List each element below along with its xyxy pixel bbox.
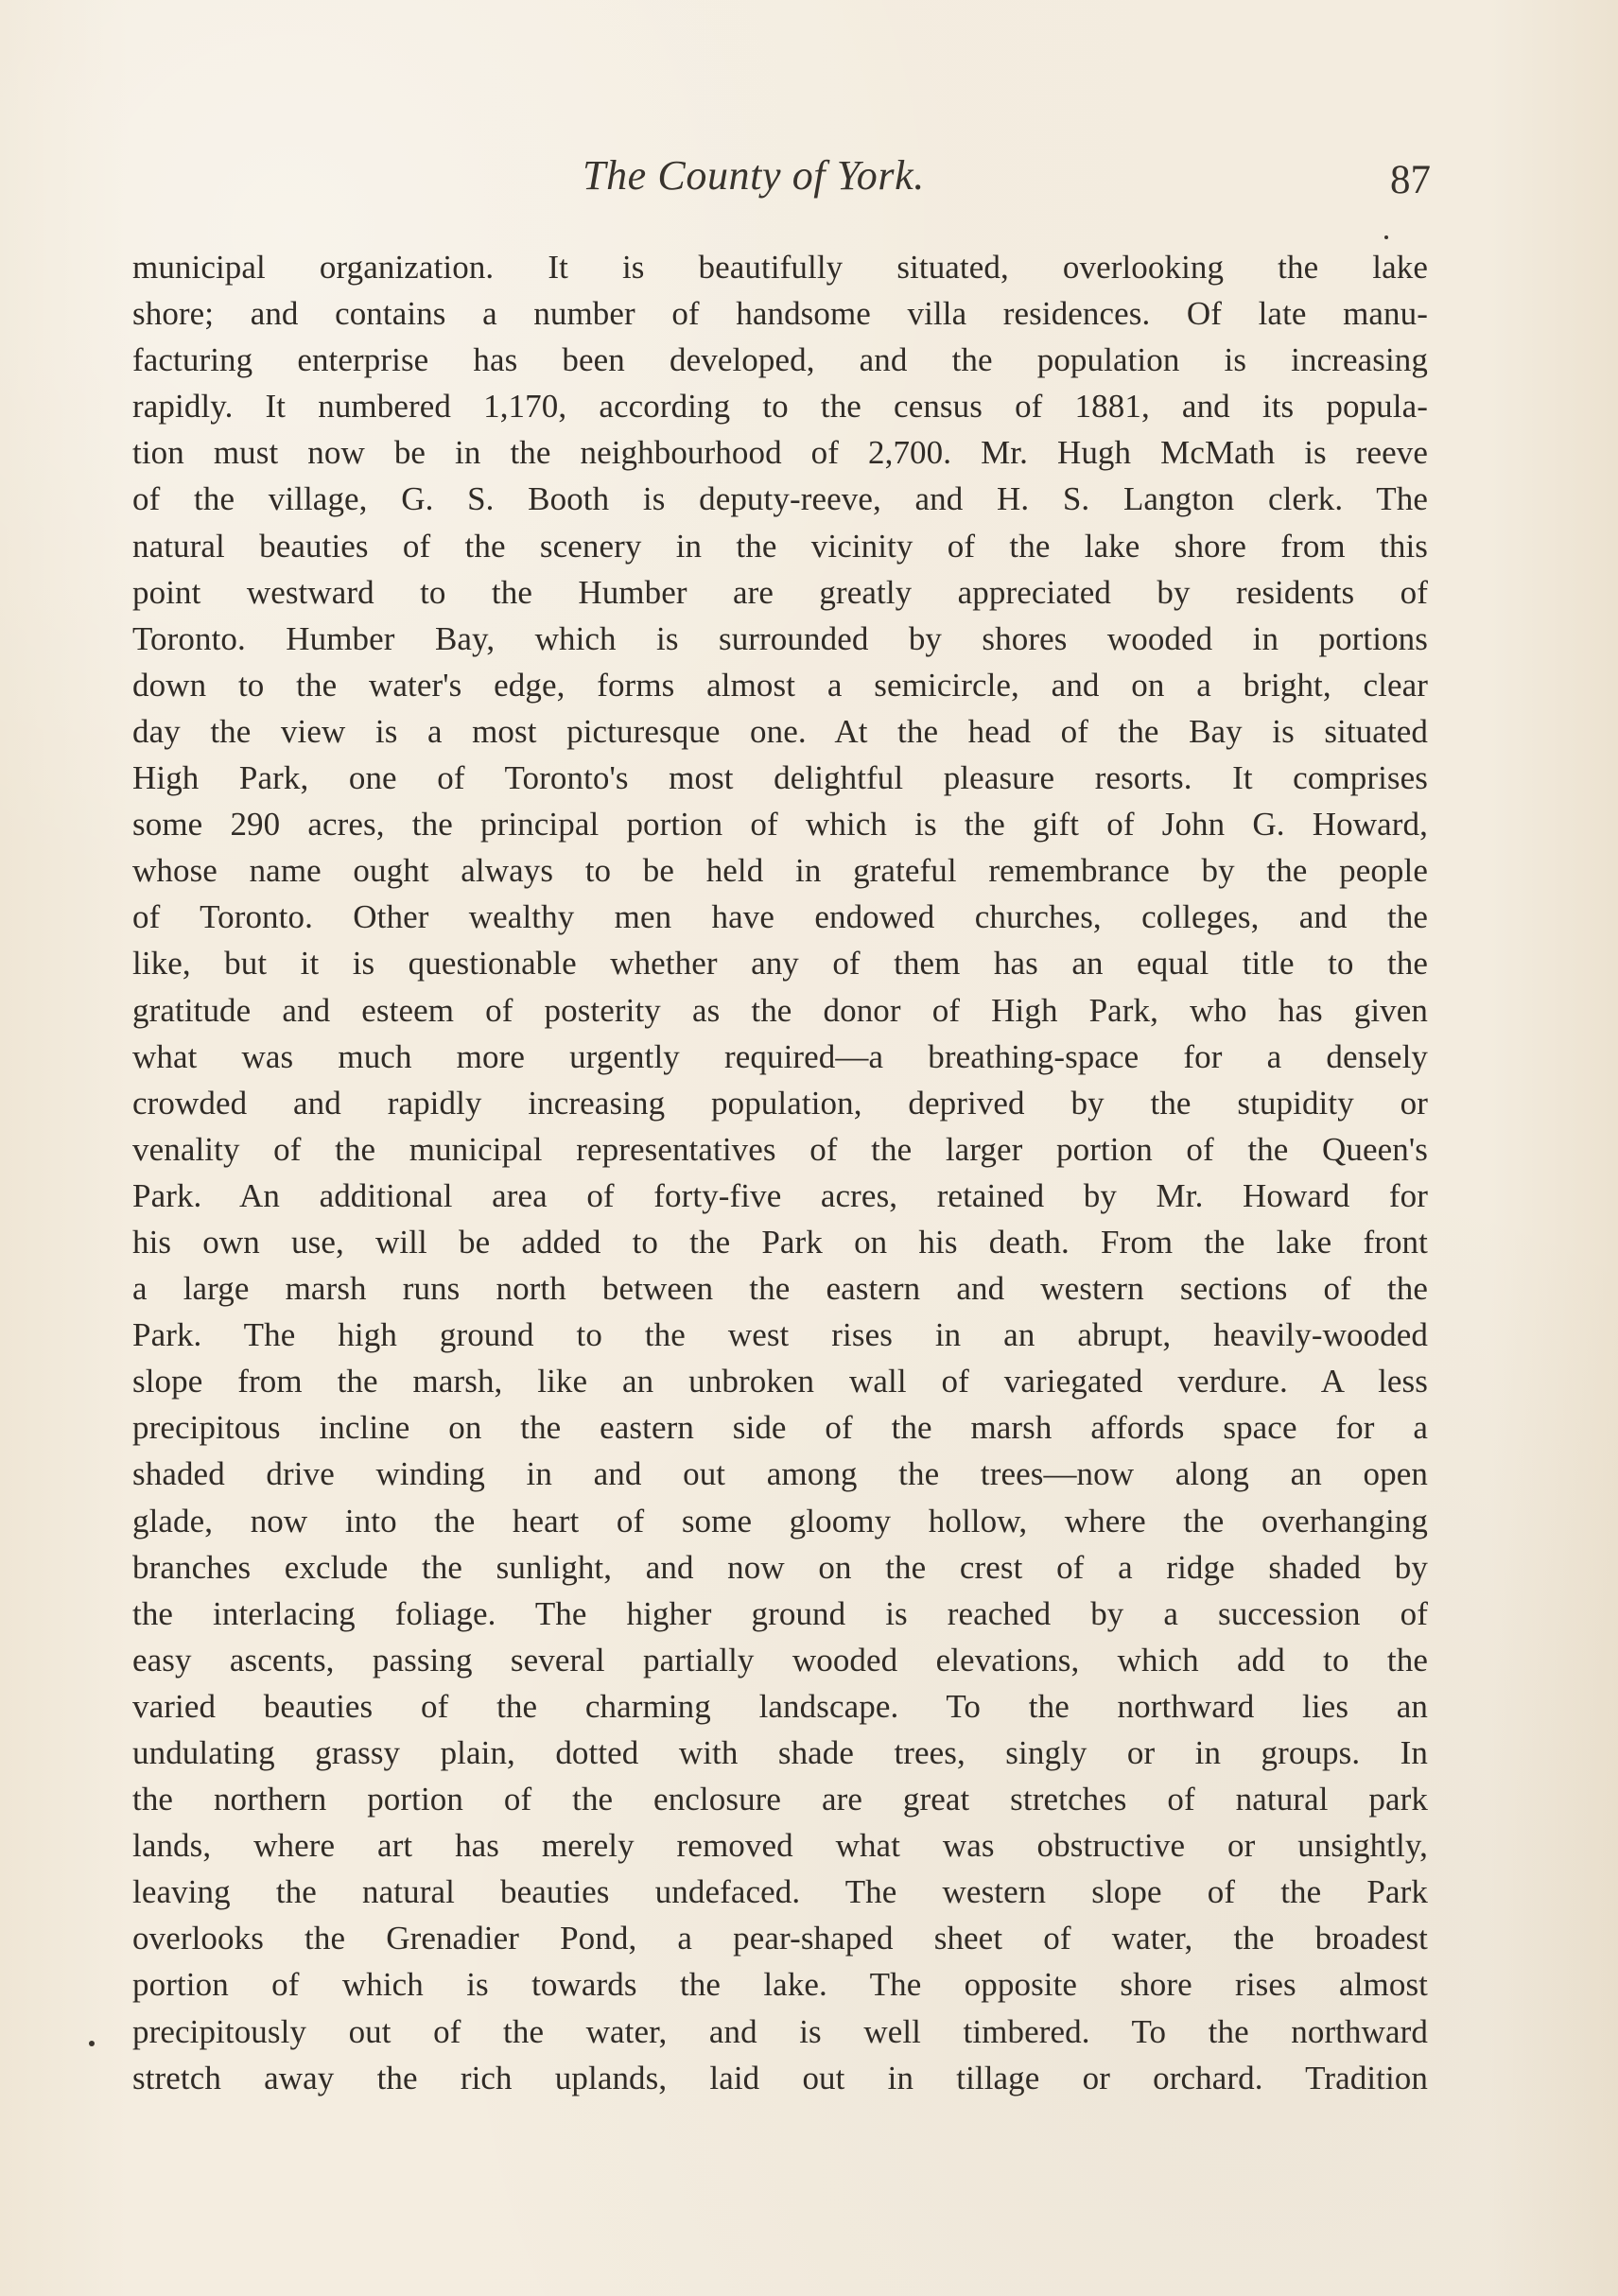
text-line: shaded drive winding in and out among the trees—now along an open (132, 1455, 1428, 1493)
text-line: Park. An additional area of forty-five acres, retained by Mr. Howard for (132, 1176, 1428, 1214)
page-number: 87 (1390, 158, 1431, 202)
text-line: whose name ought always to be held in grateful remembrance by the people (132, 852, 1428, 890)
text-line: some 290 acres, the principal portion of which is the gift of John G. Howard, (132, 806, 1428, 844)
text-line: point westward to the Humber are greatly appreciated by residents of (132, 573, 1428, 611)
text-line: overlooks the Grenadier Pond, a pear-shaped sheet of water, the broadest (132, 1920, 1428, 1957)
text-line: day the view is a most picturesque one. At the head of the Bay is situated (132, 712, 1428, 750)
page-header (0, 152, 1618, 214)
text-line: a large marsh runs north between the eastern and western sections of the (132, 1270, 1428, 1308)
text-line: down to the water's edge, forms almost a semicircle, and on a bright, clear (132, 666, 1428, 704)
text-line: varied beauties of the charming landscape. To the northward lies an (132, 1687, 1428, 1725)
text-line: lands, where art has merely removed what was obstructive or unsightly, (132, 1827, 1428, 1865)
text-line: undulating grassy plain, dotted with shade trees, singly or in groups. In (132, 1734, 1428, 1771)
text-line: shore; and contains a number of handsome villa residences. Of late manu- (132, 295, 1428, 333)
text-line: municipal organization. It is beautifully situated, overlooking the lake (132, 249, 1428, 286)
text-line: Toronto. Humber Bay, which is surrounded by shores wooded in portions (132, 619, 1428, 657)
text-line: branches exclude the sunlight, and now on the crest of a ridge shaded by (132, 1548, 1428, 1586)
text-line: crowded and rapidly increasing population, deprived by the stupidity or (132, 1084, 1428, 1122)
text-line: precipitous incline on the eastern side of the marsh affords space for a (132, 1409, 1428, 1447)
text-line: glade, now into the heart of some gloomy hollow, where the overhanging (132, 1502, 1428, 1539)
running-title: The County of York. (583, 152, 925, 199)
print-mark-dot (1384, 235, 1388, 239)
text-line: the northern portion of the enclosure are great stretches of natural park (132, 1781, 1428, 1818)
text-line: rapidly. It numbered 1,170, according to the census of 1881, and its popula- (132, 388, 1428, 426)
text-line: tion must now be in the neighbourhood of 2,700. Mr. Hugh McMath is reeve (132, 434, 1428, 472)
text-line: of Toronto. Other wealthy men have endowed churches, colleges, and the (132, 898, 1428, 936)
text-line: stretch away the rich uplands, laid out in tillage or orchard. Tradition (132, 2059, 1428, 2096)
margin-mark-dot (89, 2041, 95, 2046)
text-line: slope from the marsh, like an unbroken wall of variegated verdure. A less (132, 1363, 1428, 1400)
text-line: of the village, G. S. Booth is deputy-reeve, and H. S. Langton clerk. The (132, 480, 1428, 518)
text-line: facturing enterprise has been developed, and the population is increasing (132, 341, 1428, 379)
text-line: his own use, will be added to the Park on his death. From the lake front (132, 1223, 1428, 1261)
text-line: natural beauties of the scenery in the vicinity of the lake shore from this (132, 527, 1428, 565)
text-line: venality of the municipal representatives of the larger portion of the Queen's (132, 1130, 1428, 1168)
text-line: what was much more urgently required—a breathing-space for a densely (132, 1037, 1428, 1075)
text-line: the interlacing foliage. The higher ground is reached by a succession of (132, 1594, 1428, 1632)
text-line: leaving the natural beauties undefaced. The western slope of the Park (132, 1873, 1428, 1911)
text-line: portion of which is towards the lake. The opposite shore rises almost (132, 1966, 1428, 2004)
text-line: easy ascents, passing several partially wooded elevations, which add to the (132, 1641, 1428, 1679)
text-line: High Park, one of Toronto's most delightful pleasure resorts. It comprises (132, 759, 1428, 797)
text-line: precipitously out of the water, and is well timbered. To the northward (132, 2012, 1428, 2050)
body-text (132, 244, 1428, 2101)
text-line: Park. The high ground to the west rises in an abrupt, heavily-wooded (132, 1316, 1428, 1354)
text-line: gratitude and esteem of posterity as the donor of High Park, who has given (132, 991, 1428, 1029)
text-line: like, but it is questionable whether any of them has an equal title to the (132, 945, 1428, 983)
